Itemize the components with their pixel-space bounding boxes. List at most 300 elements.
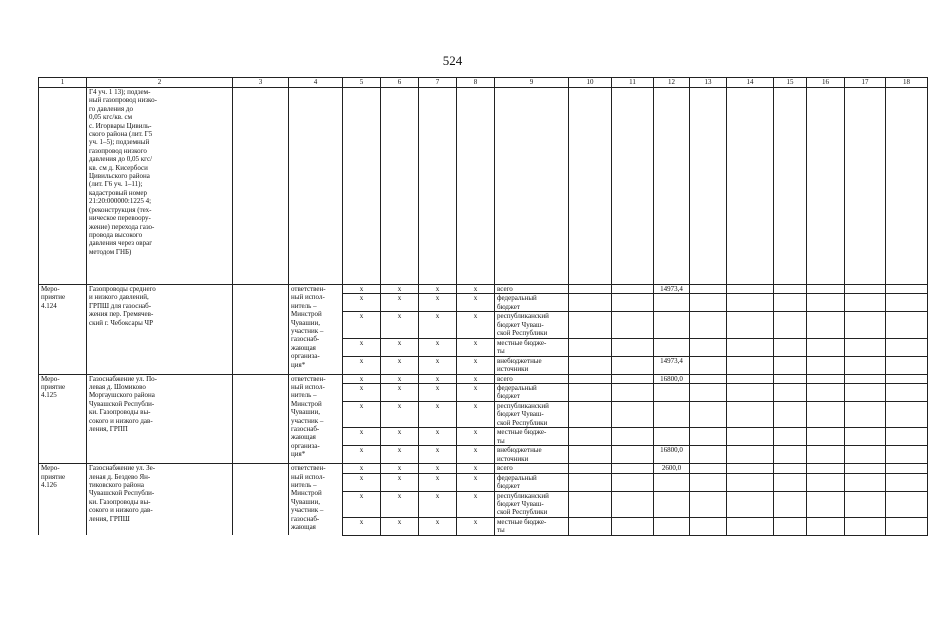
- mark-cell: х: [343, 402, 381, 428]
- empty-cell: [612, 338, 654, 356]
- funding-source-cell: [495, 312, 569, 338]
- column-header: 1: [39, 78, 87, 88]
- table-row: [39, 285, 928, 294]
- empty-cell: [612, 446, 654, 464]
- mark-cell: х: [457, 356, 495, 374]
- empty-cell: [569, 356, 612, 374]
- text-line: Чувашской Республи-: [89, 399, 155, 408]
- text-line: 21:20:000000:1225 4;: [89, 197, 152, 206]
- empty-cell: [807, 312, 845, 338]
- empty-cell: [569, 491, 612, 517]
- empty-cell: [612, 294, 654, 312]
- text-line: бюджет Чуваш-: [497, 500, 544, 509]
- text-line: ответствен-: [291, 374, 326, 383]
- empty-cell: [690, 374, 727, 383]
- text-line: ского района (лит. Г5: [89, 130, 153, 139]
- text-line: давления до 0,05 кгс/: [89, 155, 153, 164]
- text-line: Газопроводы среднего: [89, 285, 156, 293]
- text-line: ки. Газопроводы вы-: [89, 408, 151, 417]
- event-label-cell: [39, 464, 87, 536]
- empty-cell: [886, 294, 928, 312]
- funding-source-cell: [495, 473, 569, 491]
- column-header: 4: [289, 78, 343, 88]
- text-line: Минстрой: [291, 310, 322, 319]
- mark-cell: х: [381, 285, 419, 294]
- funding-source-cell: [495, 517, 569, 535]
- mark-cell: х: [457, 402, 495, 428]
- text-line: Чувашии,: [291, 318, 321, 327]
- empty-cell: [845, 402, 886, 428]
- text-line: федеральный: [497, 384, 537, 393]
- empty-cell: [690, 517, 727, 535]
- amount-cell: [654, 517, 690, 535]
- text-line: сокого и низкого дав-: [89, 506, 153, 515]
- amount-cell: [654, 473, 690, 491]
- text-line: республиканский: [497, 312, 549, 321]
- column-header: 2: [87, 78, 233, 88]
- text-line: местные бюдже-: [497, 428, 547, 437]
- amount-cell: 16800,0: [654, 374, 690, 383]
- funding-source-cell: [495, 428, 569, 446]
- responsible-cell: [289, 374, 343, 464]
- event-label-cell: [39, 374, 87, 464]
- continuation-row: [39, 88, 928, 285]
- empty-cell: [569, 338, 612, 356]
- empty-cell: [807, 374, 845, 383]
- text-line: Цивильского района: [89, 172, 150, 181]
- empty-cell: [886, 402, 928, 428]
- empty-cell: [495, 88, 569, 285]
- text-line: кадастровый номер: [89, 188, 147, 197]
- text-line: Чувашской Республи-: [89, 489, 155, 498]
- empty-cell: [774, 517, 807, 535]
- text-line: жение) перехода газо-: [89, 222, 155, 231]
- empty-cell: [612, 473, 654, 491]
- funding-source-cell: [495, 464, 569, 473]
- empty-cell: [569, 384, 612, 402]
- empty-cell: [233, 285, 289, 375]
- empty-cell: [774, 464, 807, 473]
- budget-table: [38, 77, 928, 536]
- empty-cell: [886, 312, 928, 338]
- mark-cell: х: [419, 402, 457, 428]
- empty-cell: [807, 384, 845, 402]
- empty-cell: [690, 464, 727, 473]
- empty-cell: [690, 402, 727, 428]
- text-line: 4.124: [41, 301, 57, 310]
- text-line: ция*: [291, 450, 306, 459]
- mark-cell: х: [343, 374, 381, 383]
- text-line: ный испол-: [291, 293, 325, 302]
- text-line: ления, ГРПП: [89, 425, 128, 434]
- text-line: и низкого давлений,: [89, 293, 149, 302]
- empty-cell: [845, 473, 886, 491]
- empty-cell: [690, 428, 727, 446]
- text-line: Меро-: [41, 285, 60, 293]
- empty-cell: [807, 464, 845, 473]
- text-line: ный газопровод низко-: [89, 96, 157, 105]
- empty-cell: [690, 446, 727, 464]
- empty-cell: [381, 88, 419, 285]
- event-name-cell: [87, 464, 233, 536]
- mark-cell: х: [457, 384, 495, 402]
- text-line: ки. Газопроводы вы-: [89, 497, 151, 506]
- text-line: бюджет Чуваш-: [497, 320, 544, 329]
- funding-source-cell: [495, 338, 569, 356]
- empty-cell: [569, 88, 612, 285]
- mark-cell: х: [343, 491, 381, 517]
- amount-cell: [654, 402, 690, 428]
- amount-cell: [654, 312, 690, 338]
- empty-cell: [845, 464, 886, 473]
- mark-cell: х: [381, 312, 419, 338]
- mark-cell: х: [419, 473, 457, 491]
- mark-cell: х: [381, 446, 419, 464]
- empty-cell: [845, 285, 886, 294]
- amount-cell: 14973,4: [654, 356, 690, 374]
- mark-cell: х: [381, 374, 419, 383]
- funding-source-cell: [495, 491, 569, 517]
- empty-cell: [612, 491, 654, 517]
- empty-cell: [690, 88, 727, 285]
- empty-cell: [845, 374, 886, 383]
- text-line: Газоснабжение ул. Зе-: [89, 464, 156, 473]
- mark-cell: х: [457, 473, 495, 491]
- column-header: 15: [774, 78, 807, 88]
- empty-cell: [774, 374, 807, 383]
- empty-cell: [727, 428, 774, 446]
- empty-cell: [807, 88, 845, 285]
- empty-cell: [612, 428, 654, 446]
- funding-source-cell: [495, 356, 569, 374]
- empty-cell: [845, 446, 886, 464]
- column-header: 8: [457, 78, 495, 88]
- column-header: 3: [233, 78, 289, 88]
- text-line: леная д. Бездево Ян-: [89, 472, 151, 481]
- mark-cell: х: [419, 446, 457, 464]
- empty-cell: [569, 464, 612, 473]
- text-line: источники: [497, 454, 529, 463]
- text-line: всего: [497, 374, 513, 383]
- responsible-cell: [289, 464, 343, 536]
- amount-cell: 14973,4: [654, 285, 690, 294]
- text-line: методом ГНБ): [89, 247, 132, 256]
- text-line: Меро-: [41, 374, 60, 383]
- text-line: газопровод низкого: [89, 146, 147, 155]
- text-line: участник –: [291, 506, 324, 515]
- text-line: левая д. Шомиково: [89, 383, 146, 392]
- empty-cell: [845, 491, 886, 517]
- mark-cell: х: [419, 294, 457, 312]
- text-line: федеральный: [497, 294, 537, 303]
- text-line: (реконструкция (тех-: [89, 205, 152, 214]
- text-line: ответствен-: [291, 285, 326, 293]
- text-line: ления, ГРПШ: [89, 514, 130, 523]
- mark-cell: х: [419, 517, 457, 535]
- column-header: 10: [569, 78, 612, 88]
- column-header: 9: [495, 78, 569, 88]
- text-line: всего: [497, 285, 513, 293]
- empty-cell: [886, 285, 928, 294]
- empty-cell: [612, 312, 654, 338]
- text-line: кв. см д. Кисербоси: [89, 163, 148, 172]
- text-line: организа-: [291, 441, 320, 450]
- empty-cell: [807, 491, 845, 517]
- activity-name-cell: [87, 88, 233, 285]
- text-line: приятие: [41, 472, 66, 481]
- column-header: 16: [807, 78, 845, 88]
- mark-cell: х: [381, 491, 419, 517]
- empty-cell: [774, 491, 807, 517]
- mark-cell: х: [457, 446, 495, 464]
- mark-cell: х: [419, 384, 457, 402]
- table-row: [39, 374, 928, 383]
- text-line: Минстрой: [291, 399, 322, 408]
- empty-cell: [612, 356, 654, 374]
- empty-cell: [845, 88, 886, 285]
- empty-cell: [845, 294, 886, 312]
- text-line: с. Игорвары Цивиль-: [89, 121, 152, 130]
- empty-cell: [886, 473, 928, 491]
- empty-cell: [612, 517, 654, 535]
- empty-cell: [233, 88, 289, 285]
- text-line: ской Республики: [497, 508, 548, 517]
- empty-cell: [727, 312, 774, 338]
- amount-cell: [654, 491, 690, 517]
- empty-cell: [727, 88, 774, 285]
- text-line: организа-: [291, 352, 320, 361]
- empty-cell: [233, 464, 289, 536]
- mark-cell: х: [419, 464, 457, 473]
- mark-cell: х: [457, 517, 495, 535]
- text-line: участник –: [291, 416, 324, 425]
- funding-source-cell: [495, 384, 569, 402]
- empty-cell: [727, 473, 774, 491]
- header-row: [39, 78, 928, 88]
- funding-source-cell: [495, 446, 569, 464]
- text-line: приятие: [41, 383, 66, 392]
- empty-cell: [774, 312, 807, 338]
- text-line: бюджет: [497, 392, 520, 401]
- text-line: Минстрой: [291, 489, 322, 498]
- text-line: (лит. Г6 уч. 1–11);: [89, 180, 143, 189]
- text-line: ской Республики: [497, 329, 548, 338]
- empty-cell: [343, 88, 381, 285]
- mark-cell: х: [457, 374, 495, 383]
- empty-cell: [807, 446, 845, 464]
- column-header: 7: [419, 78, 457, 88]
- empty-cell: [807, 338, 845, 356]
- empty-cell: [612, 384, 654, 402]
- mark-cell: х: [381, 517, 419, 535]
- page-number: 524: [442, 53, 463, 68]
- empty-cell: [727, 517, 774, 535]
- empty-cell: [569, 473, 612, 491]
- empty-cell: [690, 473, 727, 491]
- empty-cell: [845, 312, 886, 338]
- empty-cell: [727, 402, 774, 428]
- text-line: ный испол-: [291, 472, 325, 481]
- empty-cell: [845, 384, 886, 402]
- responsible-cell: [289, 285, 343, 375]
- amount-cell: 2600,0: [654, 464, 690, 473]
- text-line: местные бюдже-: [497, 338, 547, 347]
- mark-cell: х: [343, 312, 381, 338]
- text-line: ской Республики: [497, 418, 548, 427]
- table-body: [39, 78, 928, 536]
- mark-cell: х: [381, 464, 419, 473]
- text-line: ответствен-: [291, 464, 326, 473]
- column-header: 14: [727, 78, 774, 88]
- mark-cell: х: [457, 428, 495, 446]
- empty-cell: [774, 428, 807, 446]
- empty-cell: [845, 517, 886, 535]
- text-line: 4.125: [41, 391, 57, 400]
- empty-cell: [727, 294, 774, 312]
- mark-cell: х: [343, 517, 381, 535]
- mark-cell: х: [457, 464, 495, 473]
- mark-cell: х: [419, 312, 457, 338]
- text-line: газоснаб-: [291, 425, 320, 434]
- text-line: провода высокого: [89, 230, 143, 239]
- mark-cell: х: [343, 464, 381, 473]
- mark-cell: х: [419, 338, 457, 356]
- empty-cell: [690, 491, 727, 517]
- empty-cell: [807, 402, 845, 428]
- funding-source-cell: [495, 294, 569, 312]
- empty-cell: [654, 88, 690, 285]
- empty-cell: [774, 473, 807, 491]
- text-line: республиканский: [497, 491, 549, 500]
- text-line: внебюджетные: [497, 356, 542, 365]
- text-line: нитель –: [291, 391, 317, 400]
- amount-cell: [654, 428, 690, 446]
- text-line: всего: [497, 464, 513, 473]
- mark-cell: х: [419, 374, 457, 383]
- text-line: го давления до: [89, 104, 133, 113]
- text-line: газоснаб-: [291, 514, 320, 523]
- text-line: Газоснабжение ул. По-: [89, 374, 157, 383]
- empty-cell: [807, 517, 845, 535]
- text-line: бюджет: [497, 482, 520, 491]
- mark-cell: х: [419, 428, 457, 446]
- mark-cell: х: [343, 446, 381, 464]
- mark-cell: х: [457, 491, 495, 517]
- text-line: жающая: [291, 343, 316, 352]
- empty-cell: [774, 356, 807, 374]
- mark-cell: х: [457, 312, 495, 338]
- text-line: жающая: [291, 433, 316, 442]
- empty-cell: [845, 356, 886, 374]
- empty-cell: [886, 446, 928, 464]
- text-line: ническое перевоору-: [89, 214, 151, 223]
- column-header: 12: [654, 78, 690, 88]
- text-line: 4.126: [41, 481, 57, 490]
- empty-cell: [690, 312, 727, 338]
- mark-cell: х: [343, 294, 381, 312]
- text-line: тиковского района: [89, 481, 144, 490]
- empty-cell: [569, 402, 612, 428]
- mark-cell: х: [343, 338, 381, 356]
- empty-cell: [690, 294, 727, 312]
- column-header: 11: [612, 78, 654, 88]
- empty-cell: [457, 88, 495, 285]
- amount-cell: 16800,0: [654, 446, 690, 464]
- text-line: участник –: [291, 327, 324, 336]
- text-line: республиканский: [497, 402, 549, 411]
- empty-cell: [569, 428, 612, 446]
- text-line: Г4 уч. 1 13); подзем-: [89, 88, 151, 96]
- empty-cell: [774, 285, 807, 294]
- mark-cell: х: [381, 384, 419, 402]
- table-row: [39, 464, 928, 473]
- text-line: давления через овраг: [89, 239, 153, 248]
- text-line: ный испол-: [291, 383, 325, 392]
- event-label-cell: [39, 285, 87, 375]
- empty-cell: [727, 464, 774, 473]
- empty-cell: [569, 294, 612, 312]
- empty-cell: [727, 374, 774, 383]
- empty-cell: [807, 285, 845, 294]
- mark-cell: х: [457, 285, 495, 294]
- empty-cell: [233, 374, 289, 464]
- column-header: 6: [381, 78, 419, 88]
- text-line: ский г. Чебоксары ЧР: [89, 318, 153, 327]
- empty-cell: [845, 428, 886, 446]
- empty-cell: [886, 428, 928, 446]
- text-line: нитель –: [291, 301, 317, 310]
- mark-cell: х: [457, 294, 495, 312]
- empty-cell: [727, 491, 774, 517]
- empty-cell: [419, 88, 457, 285]
- empty-cell: [886, 491, 928, 517]
- text-line: Чувашии,: [291, 408, 321, 417]
- mark-cell: х: [457, 338, 495, 356]
- empty-cell: [39, 88, 87, 285]
- text-line: 0,05 кгс/кв. см: [89, 113, 133, 122]
- funding-source-cell: [495, 285, 569, 294]
- mark-cell: х: [381, 356, 419, 374]
- mark-cell: х: [381, 338, 419, 356]
- mark-cell: х: [381, 402, 419, 428]
- funding-source-cell: [495, 374, 569, 383]
- text-line: ты: [497, 526, 505, 535]
- mark-cell: х: [419, 356, 457, 374]
- funding-source-cell: [495, 402, 569, 428]
- empty-cell: [807, 428, 845, 446]
- text-line: местные бюдже-: [497, 517, 547, 526]
- text-line: Меро-: [41, 464, 60, 473]
- empty-cell: [690, 338, 727, 356]
- empty-cell: [569, 374, 612, 383]
- text-line: газоснаб-: [291, 335, 320, 344]
- empty-cell: [886, 338, 928, 356]
- empty-cell: [569, 517, 612, 535]
- text-line: ты: [497, 436, 505, 445]
- text-line: бюджет Чуваш-: [497, 410, 544, 419]
- text-line: бюджет: [497, 302, 520, 311]
- mark-cell: х: [381, 473, 419, 491]
- empty-cell: [886, 464, 928, 473]
- amount-cell: [654, 338, 690, 356]
- empty-cell: [774, 88, 807, 285]
- empty-cell: [727, 285, 774, 294]
- column-header: 13: [690, 78, 727, 88]
- empty-cell: [886, 384, 928, 402]
- empty-cell: [612, 402, 654, 428]
- empty-cell: [569, 285, 612, 294]
- empty-cell: [690, 285, 727, 294]
